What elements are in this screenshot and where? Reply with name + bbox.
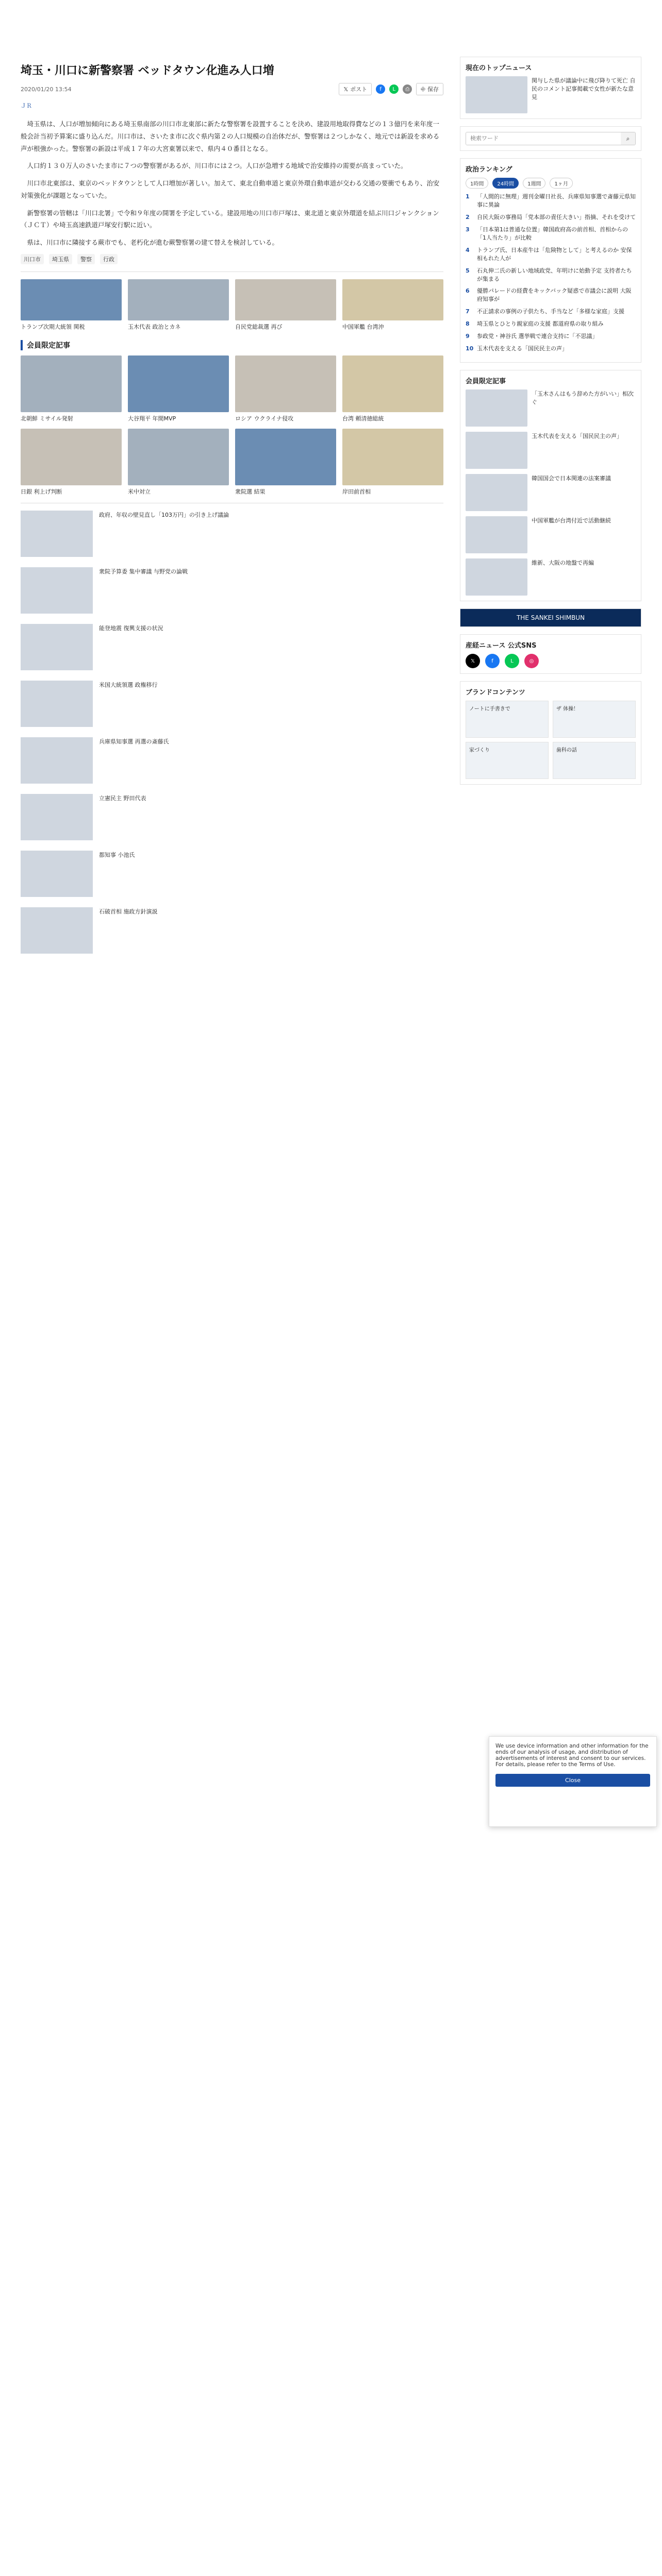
article-byline[interactable]: ＪＲ xyxy=(21,103,32,109)
rank-number: 8 xyxy=(466,320,470,328)
ranking-item[interactable] xyxy=(466,267,636,283)
top-news-thumb xyxy=(466,76,527,113)
related-grid xyxy=(21,355,443,496)
photo-thumb xyxy=(342,279,443,320)
ranking-heading: 政治ランキング xyxy=(466,166,512,174)
recommend-item[interactable] xyxy=(466,516,636,553)
recommend-item[interactable] xyxy=(466,558,636,596)
line-icon[interactable]: L xyxy=(505,654,519,668)
save-button[interactable] xyxy=(416,83,443,95)
article-paragraph: 県は、川口市に隣接する蕨市でも、老朽化が進む蕨警察署の建て替えを検討している。 xyxy=(27,239,279,246)
rank-number: 7 xyxy=(466,308,470,315)
recommend-title: 玉木代表を支える「国民民主の声」 xyxy=(532,433,622,440)
top-news-headline: 関与した県が議論中に飛び降りて死亡 自民のコメント記事掲載で女性が新たな意見 xyxy=(532,77,636,100)
card-title: 衆院選 結果 xyxy=(235,488,266,495)
sidebar xyxy=(460,57,641,792)
related-thumb xyxy=(128,355,229,412)
recommend-heading: 会員限定記事 xyxy=(466,378,506,386)
recommend-thumb xyxy=(466,389,527,427)
card-title: 自民党総裁選 再び xyxy=(235,323,283,330)
list-thumb xyxy=(21,794,93,840)
rank-title: 優勝パレードの経費をキックバック疑惑で市議会に説明 大阪府知事が xyxy=(477,287,632,303)
rank-title: 玉木代表を支える「国民民主の声」 xyxy=(477,345,568,352)
ranking-item[interactable] xyxy=(466,226,636,242)
cookie-banner xyxy=(489,1736,657,1827)
rank-title: 「日本第1は普通な位置」韓国政府高の前首相、首相からの「1人当たり」が比較 xyxy=(477,226,628,241)
list-item[interactable] xyxy=(21,851,443,897)
ranking-item[interactable] xyxy=(466,345,636,353)
list-title: 石破首相 施政方針演説 xyxy=(99,908,158,915)
tag-chip[interactable]: 埼玉県 xyxy=(49,254,72,264)
top-news-heading: 現在のトップニュース xyxy=(466,64,532,72)
card-title: ロシア ウクライナ侵攻 xyxy=(235,415,294,422)
card-title: トランプ次期大統領 関税 xyxy=(21,323,85,330)
article-paragraph: 人口約１３０万人のさいたま市に７つの警察署があるが、川口市には２つ。人口が急増する地域で治安維持の需要が高まっていた。 xyxy=(27,162,407,170)
save-label: 保存 xyxy=(427,86,439,93)
x-icon[interactable]: 𝕏 xyxy=(466,654,480,668)
ranking-tabs xyxy=(466,178,636,189)
rank-title: 埼玉県とひとり親家庭の支援 都道府県の取り組み xyxy=(477,320,604,328)
tag-chip[interactable]: 川口市 xyxy=(21,254,44,264)
brand-title: ザ 体操！ xyxy=(556,706,579,713)
rank-number: 3 xyxy=(466,226,470,233)
list-title: 能登地震 復興支援の状況 xyxy=(99,624,163,632)
recommend-thumb xyxy=(466,558,527,596)
related-thumb xyxy=(128,429,229,485)
list-item[interactable] xyxy=(21,681,443,727)
tag-chip[interactable]: 行政 xyxy=(100,254,118,264)
ranking-item[interactable] xyxy=(466,246,636,263)
card-title: 北朝鮮 ミサイル発射 xyxy=(21,415,73,422)
list-title: 兵庫県知事選 再選の斎藤氏 xyxy=(99,738,169,745)
brand-item[interactable] xyxy=(553,701,636,738)
rank-title: トランプ氏、日本産牛は「危険物として」と考えるのか 安保相もれた人が xyxy=(477,246,632,262)
photo-thumb xyxy=(235,279,336,320)
rank-number: 4 xyxy=(466,246,470,253)
article-meta xyxy=(21,83,443,95)
related-heading: 会員限定記事 xyxy=(21,340,443,350)
recommend-title: 中国軍艦が台湾付近で活動継続 xyxy=(532,517,611,524)
recommend-title: 「玉木さんはもう辞めた方がいい」相次ぐ xyxy=(532,391,634,406)
list-thumb xyxy=(21,737,93,784)
recommend-item[interactable] xyxy=(466,474,636,511)
list-item[interactable] xyxy=(21,624,443,670)
tab-1h[interactable]: 1時間 xyxy=(466,178,488,189)
rank-title: 石丸伸二氏の新しい地域政党、年明けに始動予定 支持者たちが集まる xyxy=(477,267,632,282)
recommend-box xyxy=(460,370,641,601)
list-title: 都知事 小池氏 xyxy=(99,851,135,858)
list-title: 政府、年収の壁見直し「103万円」の引き上げ議論 xyxy=(99,511,229,518)
related-thumb xyxy=(342,429,443,485)
recommend-thumb xyxy=(466,516,527,553)
facebook-icon[interactable]: f xyxy=(485,654,500,668)
photo-card[interactable] xyxy=(128,279,229,331)
facebook-icon[interactable]: f xyxy=(376,84,385,94)
search-input[interactable] xyxy=(466,132,621,145)
list-title: 米国大統領選 政権移行 xyxy=(99,681,158,688)
photo-card[interactable] xyxy=(235,279,336,331)
top-news-box xyxy=(460,57,641,119)
print-icon[interactable]: ⎙ xyxy=(403,84,412,94)
search-box xyxy=(460,126,641,151)
rank-number: 5 xyxy=(466,267,470,274)
article-title: 埼玉・川口に新警察署 ベッドタウン化進み人口増 xyxy=(21,64,274,77)
list-item[interactable] xyxy=(21,737,443,784)
tab-24h[interactable]: 24時間 xyxy=(492,178,519,189)
line-icon[interactable]: L xyxy=(389,84,399,94)
card-title: 米中対立 xyxy=(128,488,151,495)
photo-thumb xyxy=(128,279,229,320)
related-thumb xyxy=(342,355,443,412)
share-button[interactable] xyxy=(339,83,372,95)
rank-number: 6 xyxy=(466,287,470,295)
article-body xyxy=(21,118,443,249)
list-thumb xyxy=(21,851,93,897)
brand-title: 家づくり xyxy=(469,748,490,754)
list-thumb xyxy=(21,907,93,954)
tab-1m[interactable]: 1ヶ月 xyxy=(550,178,572,189)
ranking-box xyxy=(460,158,641,363)
top-news-item[interactable] xyxy=(466,76,636,113)
related-thumb xyxy=(235,355,336,412)
ranking-item[interactable] xyxy=(466,332,636,341)
list-thumb xyxy=(21,511,93,557)
card-title: 中国軍艦 台湾沖 xyxy=(342,323,384,330)
rank-title: 不正請求の事例の子供たち、手当など「多様な家庭」支援 xyxy=(477,308,624,315)
follow-heading: 産経ニュース 公式SNS xyxy=(466,642,537,650)
article-paragraph: 川口市北東部は、東京のベッドタウンとして人口増加が著しい。加えて、東北自動車道と東京外環自動車道が交わる交通の要衝でもあり、治安対策強化が課題となっていた。 xyxy=(21,179,440,199)
cookie-close-button[interactable]: Close xyxy=(495,1774,650,1787)
related-card[interactable] xyxy=(342,355,443,422)
brand-item[interactable] xyxy=(466,701,549,738)
card-title: 岸田前首相 xyxy=(342,488,371,495)
ranking-item[interactable] xyxy=(466,193,636,209)
recommend-item[interactable] xyxy=(466,389,636,427)
list-thumb xyxy=(21,624,93,670)
brand-title: ノートに手書きで xyxy=(469,706,510,713)
related-thumb xyxy=(235,429,336,485)
related-thumb xyxy=(21,429,122,485)
cookie-text: We use device information and other information for the ends of our analysis of usage, and distribution of advertisements of interest and consent to our services. For details, please refer to the Terms of Use. xyxy=(495,1743,649,1768)
bookmark-icon: ⎆ xyxy=(421,86,425,92)
ad-text: THE SANKEI SHIMBUN xyxy=(516,614,585,622)
brand-title: 歯科の話 xyxy=(556,748,577,754)
list-item[interactable] xyxy=(21,794,443,840)
brand-item[interactable] xyxy=(466,742,549,779)
rank-number: 10 xyxy=(466,345,474,352)
photo-card[interactable] xyxy=(21,279,122,331)
tag-chip[interactable]: 警察 xyxy=(77,254,95,264)
photo-thumb xyxy=(21,279,122,320)
recommend-thumb xyxy=(466,432,527,469)
ranking-item[interactable] xyxy=(466,213,636,222)
photo-card[interactable] xyxy=(342,279,443,331)
tab-1w[interactable]: 1週間 xyxy=(523,178,545,189)
card-title: 日銀 利上げ判断 xyxy=(21,488,62,495)
related-thumb xyxy=(21,355,122,412)
photo-grid xyxy=(21,279,443,331)
related-card[interactable] xyxy=(21,429,122,496)
share-icons xyxy=(339,83,443,95)
main-article xyxy=(21,0,443,960)
ranking-item[interactable] xyxy=(466,287,636,303)
rank-number: 9 xyxy=(466,333,470,340)
list-item[interactable] xyxy=(21,567,443,614)
ad-box[interactable] xyxy=(460,608,641,627)
brand-heading: ブランドコンテンツ xyxy=(466,689,525,697)
recommend-title: 韓国国会で日本関連の法案審議 xyxy=(532,475,611,482)
recommend-thumb xyxy=(466,474,527,511)
card-title: 玉木代表 政治とカネ xyxy=(128,323,181,330)
rank-title: 自民大阪の事務局「党本部の責任大きい」指摘、それを受けて xyxy=(477,213,636,221)
card-title: 台湾 頼清徳総統 xyxy=(342,415,384,422)
share-label: ポスト xyxy=(350,86,368,93)
recommend-title: 維新、大阪の地盤で再編 xyxy=(532,560,594,567)
rank-number: 1 xyxy=(466,193,470,200)
follow-box xyxy=(460,634,641,674)
list-title: 立憲民主 野田代表 xyxy=(99,794,146,802)
list-item[interactable] xyxy=(21,907,443,954)
search-icon[interactable]: ⌕ xyxy=(621,132,635,145)
related-card[interactable] xyxy=(235,429,336,496)
related-card[interactable] xyxy=(21,355,122,422)
brand-box xyxy=(460,681,641,785)
related-card[interactable] xyxy=(128,355,229,422)
rank-number: 2 xyxy=(466,213,470,221)
article-paragraph: 新警察署の管轄は「川口北署」で令和９年度の開署を予定している。建設用地の川口市戸塚は、東北道と東京外環道を結ぶ川口ジャンクション（ＪＣＴ）や埼玉高速鉄道戸塚安行駅に近い。 xyxy=(21,209,439,229)
related-card[interactable] xyxy=(128,429,229,496)
recommend-item[interactable] xyxy=(466,432,636,469)
list-item[interactable] xyxy=(21,511,443,557)
rank-title: 参政党・神谷氏 選挙戦で連合支持に「不思議」 xyxy=(477,333,598,340)
instagram-icon[interactable]: ◎ xyxy=(524,654,539,668)
list-thumb xyxy=(21,681,93,727)
list-title: 衆院予算委 集中審議 与野党の論戦 xyxy=(99,568,188,575)
related-card[interactable] xyxy=(342,429,443,496)
news-list xyxy=(21,511,443,960)
article-tags xyxy=(21,254,443,264)
ranking-item[interactable] xyxy=(466,320,636,328)
list-thumb xyxy=(21,567,93,614)
ranking-item[interactable] xyxy=(466,308,636,316)
card-title: 大谷翔平 年間MVP xyxy=(128,415,176,422)
x-icon: 𝕏 xyxy=(343,86,349,93)
article-paragraph: 埼玉県は、人口が増加傾向にある埼玉県南部の川口市北東部に新たな警察署を設置することを決め、建設用地取得費などの１３億円を来年度一般会計当初予算案に盛り込んだ。川口市は、さいたま市に次ぐ県内第２の人口規模の自治体だが、警察署は２つしかなく、地元では新設を求める声が根強かった。警察署の新設は平成１７年の大宮東署以来で、県内４０番目となる。 xyxy=(21,120,440,152)
article-date: 2020/01/20 13:54 xyxy=(21,86,72,93)
related-card[interactable] xyxy=(235,355,336,422)
rank-title: 「人間的に無理」週刊金曜日社長、兵庫県知事選で斎藤元県知事に異論 xyxy=(477,193,636,208)
brand-item[interactable] xyxy=(553,742,636,779)
